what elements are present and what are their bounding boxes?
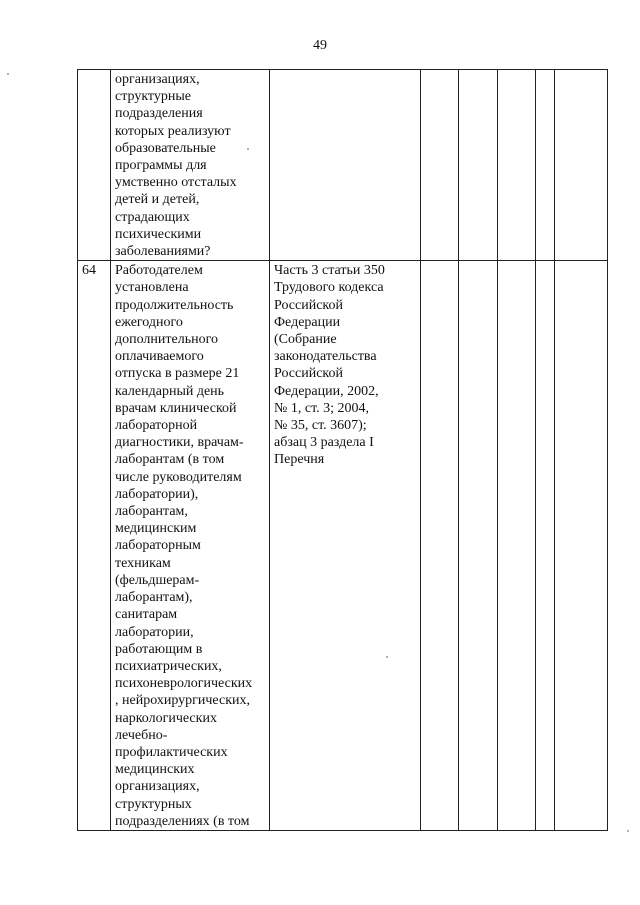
text-line: Перечня (274, 452, 325, 468)
text-line: (фельдшерам- (115, 572, 200, 588)
text-line: законодательства (274, 349, 377, 365)
scan-speck (627, 830, 629, 832)
text-line: санитарам (115, 607, 178, 623)
text-line: Часть 3 статьи 350 (274, 263, 385, 279)
text-line: , нейрохирургических, (115, 693, 251, 709)
answer-yes-cell (421, 70, 459, 261)
text-line: Федерации (274, 314, 341, 330)
text-line: дополнительного (115, 332, 218, 348)
text-line: установлена (115, 280, 189, 296)
text-line: лаборантам), (115, 590, 193, 606)
text-line: № 1, ст. 3; 2004, (274, 400, 370, 416)
answer-no-cell (459, 70, 498, 261)
text-line: абзац 3 раздела I (274, 435, 374, 451)
text-line: профилактических (115, 744, 228, 760)
text-line: образовательные (115, 140, 216, 156)
text-line: Федерации, 2002, (274, 383, 379, 399)
answer-na-cell (498, 261, 536, 831)
answer-na-cell (498, 70, 536, 261)
text-line: которых реализуют (115, 123, 231, 139)
text-line: Трудового кодекса (274, 280, 384, 296)
text-line: психоневрологических (115, 676, 253, 692)
text-line: лаборантам, (115, 504, 188, 520)
row-number-cell (78, 70, 111, 261)
text-line: Российской (274, 297, 343, 313)
text-line: подразделения (115, 106, 203, 122)
checklist-table (77, 69, 608, 831)
text-line: Российской (274, 366, 343, 382)
table-row (78, 261, 608, 831)
text-line: лаборатории, (115, 624, 194, 640)
notes-cell (555, 70, 608, 261)
text-line: психическими (115, 226, 202, 242)
text-line: наркологических (115, 710, 217, 726)
text-line: диагностики, врачам- (115, 435, 244, 451)
text-line: календарный день (115, 383, 225, 399)
text-line: программы для (115, 158, 207, 174)
text-line: умственно отсталых (115, 175, 237, 191)
text-line: медицинским (115, 521, 197, 537)
text-line: оплачиваемого (115, 349, 204, 365)
scan-speck (7, 73, 9, 75)
reference-cell (270, 261, 421, 831)
text-line: Работодателем (115, 263, 203, 279)
row-number-cell: 64 (78, 261, 111, 831)
page-number: 49 (313, 38, 327, 53)
text-line: заболеваниями? (115, 244, 211, 260)
text-line: подразделениях (в том (115, 813, 250, 829)
text-line: лабораторным (115, 538, 201, 554)
text-line: продолжительность (115, 297, 234, 313)
text-line: страдающих (115, 209, 190, 225)
text-line: № 35, ст. 3607); (274, 418, 367, 434)
text-line: лечебно- (115, 727, 168, 743)
text-line: техникам (115, 555, 171, 571)
question-cell (111, 70, 270, 261)
text-line: организациях, (115, 72, 200, 87)
text-line: ежегодного (115, 314, 183, 330)
text-line: детей и детей, (115, 192, 200, 208)
answer-yes-cell (421, 261, 459, 831)
scan-speck (386, 656, 388, 658)
marker-cell (536, 261, 555, 831)
text-line: числе руководителям (115, 469, 242, 485)
scan-speck (247, 148, 249, 150)
table-row (78, 70, 608, 261)
text-line: структурные (115, 89, 191, 105)
text-line: лаборатории), (115, 486, 199, 502)
text-line: психиатрических, (115, 658, 222, 674)
text-line: медицинских (115, 762, 195, 778)
marker-cell (536, 70, 555, 261)
text-line: врачам клинической (115, 400, 237, 416)
reference-cell (270, 70, 421, 261)
text-line: (Собрание (274, 332, 337, 348)
text-line: структурных (115, 796, 192, 812)
text-line: организациях, (115, 779, 200, 795)
text-line: лаборантам (в том (115, 452, 225, 468)
notes-cell (555, 261, 608, 831)
question-cell (111, 261, 270, 831)
answer-no-cell (459, 261, 498, 831)
text-line: лабораторной (115, 418, 198, 434)
text-line: работающим в (115, 641, 203, 657)
text-line: отпуска в размере 21 (115, 366, 240, 382)
